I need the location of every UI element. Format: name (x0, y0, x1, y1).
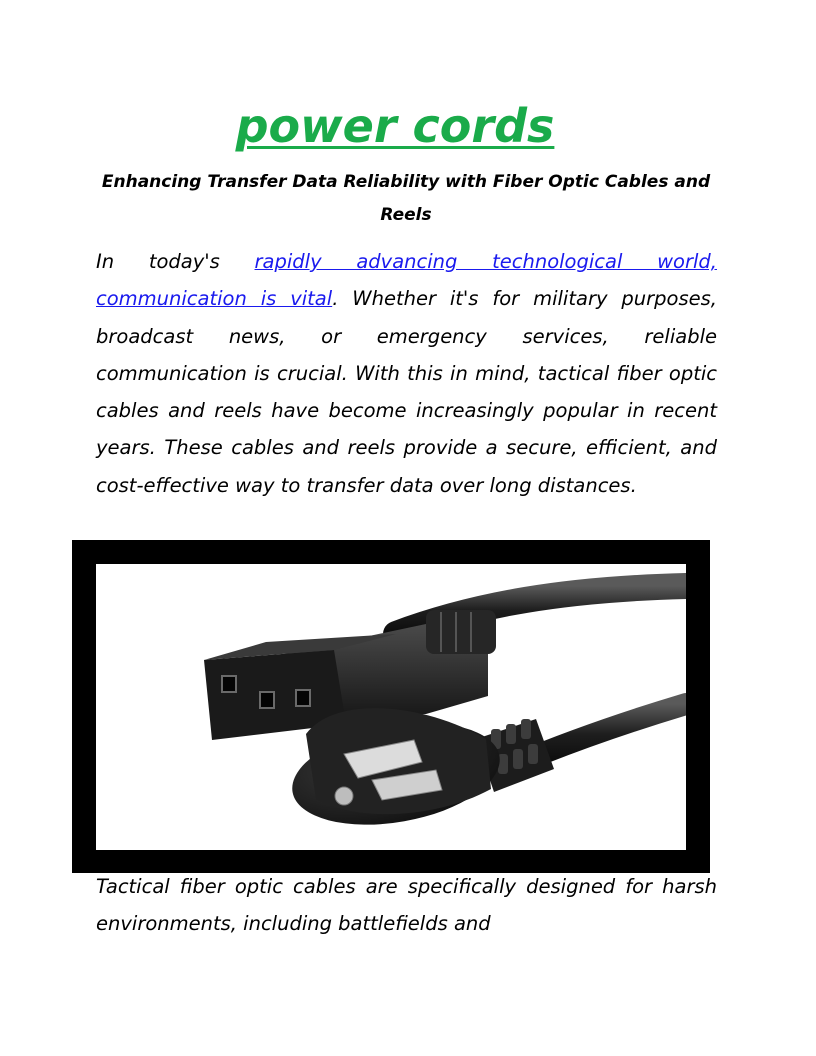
paragraph-continued: Tactical fiber optic cables are specifically designed for harsh environments, including battlefields and (96, 875, 717, 936)
slot-right (296, 690, 310, 706)
slot-left (222, 676, 236, 692)
power-cord-illustration (96, 564, 686, 850)
slot-middle (260, 692, 274, 708)
subtitle: Enhancing Transfer Data Reliability with Fiber Optic Cables and Reels (101, 172, 711, 225)
power-cord-image (96, 564, 686, 850)
strain-relief (426, 610, 496, 654)
page-title: power cords (235, 99, 555, 153)
paragraph-lead: In today's (96, 250, 255, 273)
paragraph-intro (96, 243, 717, 504)
paragraph-rest: . Whether it's for military purposes, broadcast news, or emergency services, reliable communication is crucial. With this in mind, tactical fiber optic cables and reels have become increasingly popular in recent years. These cables and reels provide a secure, efficient, and cost-effective way to transfer data over long distances. (96, 287, 717, 497)
image-frame (72, 540, 710, 873)
inline-link[interactable]: rapidly advancing technological world, communication is vital (96, 250, 717, 311)
ground-pin (335, 787, 353, 805)
